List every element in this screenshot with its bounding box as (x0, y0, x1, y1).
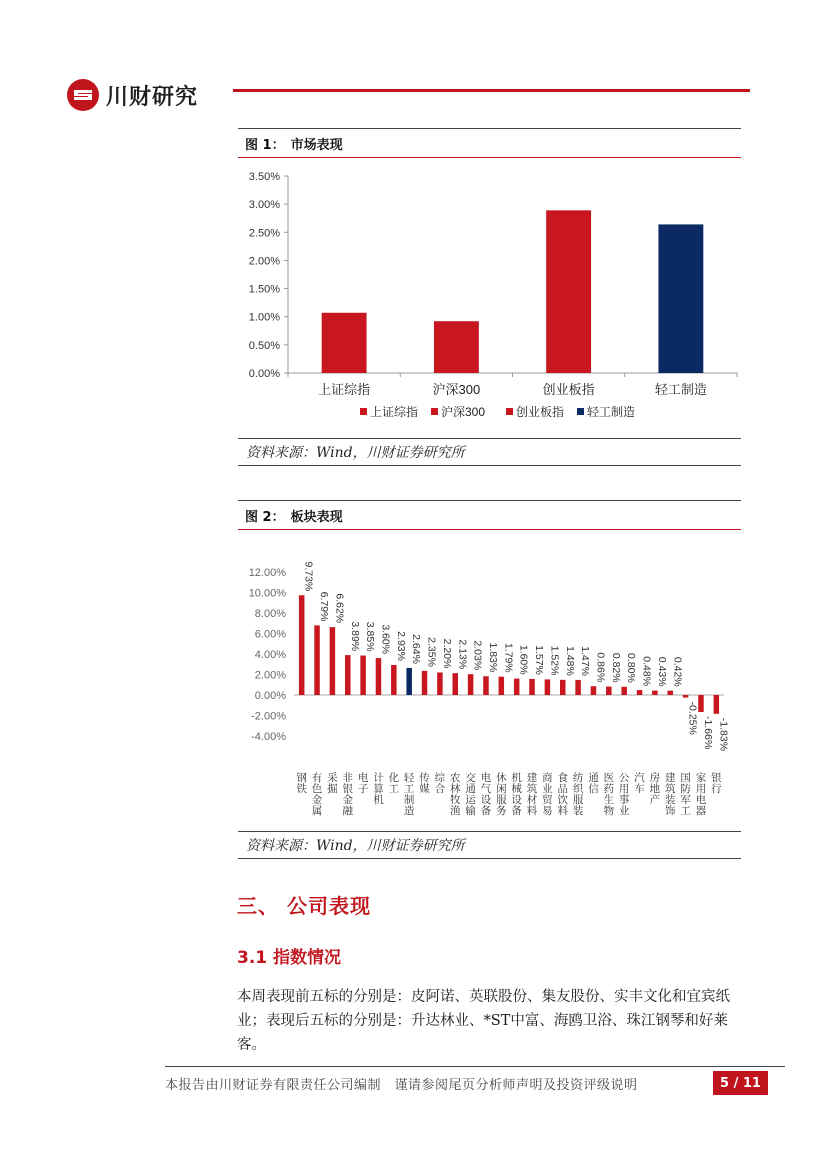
bar (406, 668, 412, 695)
x-tick-label: 医药生物 (603, 772, 615, 817)
legend-label: 沪深300 (441, 405, 486, 419)
bar (330, 627, 336, 695)
chuancai-logo-icon (66, 78, 100, 112)
data-label: 2.03% (471, 640, 484, 671)
bar (683, 695, 689, 698)
bar (658, 224, 703, 373)
bar (575, 680, 581, 695)
y-tick-label: 6.00% (254, 628, 286, 641)
x-tick-label: 食品饮料 (557, 772, 568, 817)
data-label: -0.25% (686, 701, 699, 735)
x-tick-label: 计算机 (373, 772, 384, 806)
x-tick-label: 机械设备 (511, 772, 522, 817)
y-tick-label: 3.00% (248, 199, 280, 212)
figure1-number: 图 1： (245, 137, 285, 153)
subsection-heading: 3.1 指数情况 (237, 948, 342, 968)
data-label: 0.43% (655, 656, 668, 687)
bar (360, 656, 366, 695)
data-label: 6.79% (318, 591, 331, 622)
x-tick-label: 家用电器 (695, 772, 707, 817)
x-tick-label: 交通运输 (465, 772, 476, 817)
data-label: 2.20% (440, 638, 453, 669)
bar (345, 655, 351, 695)
bar (422, 671, 428, 695)
x-tick-label: 建筑材料 (526, 772, 538, 817)
x-tick-label: 轻工制造 (654, 382, 707, 397)
bar (621, 687, 627, 695)
footer-divider (165, 1066, 785, 1067)
legend-swatch (360, 408, 367, 415)
bar (483, 676, 489, 695)
brand-name: 川财研究 (106, 84, 199, 110)
x-tick-label: 电子 (357, 772, 369, 795)
data-label: 1.79% (502, 642, 515, 673)
y-tick-label: 10.00% (248, 587, 286, 600)
y-tick-label: 0.00% (248, 368, 280, 380)
bar (546, 210, 591, 373)
x-tick-label: 商业贸易 (542, 772, 553, 817)
x-tick-label: 休闲服务 (496, 772, 507, 817)
bar (437, 672, 443, 695)
x-tick-label: 通信 (588, 772, 599, 795)
x-tick-label: 轻工制造 (403, 772, 415, 817)
y-tick-label: 12.00% (248, 567, 286, 579)
y-tick-label: 2.00% (254, 669, 286, 682)
data-label: 3.85% (364, 621, 377, 652)
bar (668, 691, 674, 695)
figure1-source: 资料来源：Wind，川财证券研究所 (238, 438, 741, 466)
bar (453, 673, 459, 695)
x-tick-label: 房地产 (649, 772, 661, 806)
body-paragraph: 本周表现前五标的分别是：皮阿诺、英联股份、集友股份、实丰文化和宜宾纸业；表现后五标的分别是：升达林业、*ST中富、海鸥卫浴、珠江钢琴和好莱客。 (237, 989, 730, 1053)
data-label: 0.82% (609, 652, 622, 683)
y-tick-label: 8.00% (254, 608, 286, 620)
data-label: 1.60% (517, 644, 530, 675)
bar (637, 690, 643, 695)
x-tick-label: 钢铁 (296, 772, 307, 795)
page-number-badge: 5 / 11 (713, 1071, 768, 1095)
x-tick-label: 电气设备 (480, 772, 492, 817)
x-tick-label: 沪深300 (432, 382, 481, 397)
figure2-title-bar (238, 500, 741, 530)
x-tick-label: 综合 (434, 772, 446, 795)
data-label: 9.73% (302, 561, 315, 592)
bar (606, 687, 612, 695)
legend-label: 创业板指 (516, 405, 565, 419)
data-label: 2.35% (425, 637, 438, 667)
bar (391, 665, 397, 695)
market-performance-chart (238, 160, 741, 436)
figure1-title-bar (238, 128, 741, 158)
y-tick-label: 4.00% (254, 649, 286, 661)
data-label: 0.42% (671, 656, 684, 687)
y-tick-label: -2.00% (251, 710, 286, 723)
y-tick-label: 0.50% (248, 339, 280, 352)
figure2-title: 板块表现 (290, 509, 343, 525)
bar (468, 674, 474, 695)
bar (529, 679, 535, 695)
header-divider (233, 89, 750, 92)
legend-swatch (431, 408, 438, 415)
bar (714, 695, 720, 714)
x-tick-label: 农林牧渔 (450, 772, 461, 817)
data-label: 0.80% (625, 653, 638, 683)
y-tick-label: 1.50% (248, 283, 280, 296)
section-heading: 三、 公司表现 (237, 894, 371, 918)
x-tick-label: 公用事业 (618, 772, 630, 817)
data-label: 0.86% (594, 652, 607, 683)
data-label: 2.93% (394, 631, 407, 661)
y-tick-label: 2.00% (248, 255, 280, 268)
bar (698, 695, 704, 712)
legend-swatch (506, 408, 513, 415)
bar (376, 658, 382, 695)
data-label: -1.66% (701, 716, 714, 750)
data-label: 1.83% (486, 642, 499, 673)
figure2-source: 资料来源：Wind，川财证券研究所 (238, 831, 741, 859)
bar (514, 679, 520, 695)
data-label: 3.60% (379, 624, 392, 655)
x-tick-label: 上证综指 (318, 382, 371, 397)
bar (314, 625, 320, 695)
x-tick-label: 汽车 (634, 772, 645, 795)
x-tick-label: 创业板指 (542, 382, 595, 397)
y-tick-label: 1.00% (248, 311, 280, 324)
x-tick-label: 采掘 (327, 772, 338, 795)
bar (434, 321, 479, 373)
y-tick-label: 0.00% (254, 690, 286, 702)
data-label: -1.83% (717, 717, 730, 752)
legend-label: 上证综指 (370, 405, 419, 419)
data-label: 1.57% (533, 645, 546, 675)
data-label: 1.48% (563, 646, 576, 676)
footer-disclaimer: 本报告由川财证券有限责任公司编制 谨请参阅尾页分析师声明及投资评级说明 (165, 1078, 638, 1093)
data-label: 3.89% (348, 621, 361, 652)
bar (652, 691, 658, 695)
legend-swatch (577, 408, 584, 415)
x-tick-label: 纺织服装 (572, 772, 584, 817)
legend-label: 轻工制造 (587, 405, 636, 419)
x-tick-label: 非银金融 (342, 772, 353, 817)
bar (560, 680, 566, 695)
y-tick-label: -4.00% (251, 731, 286, 743)
y-tick-label: 2.50% (248, 227, 280, 240)
figure2-number: 图 2： (245, 509, 285, 525)
bar (591, 686, 597, 695)
x-tick-label: 国防军工 (680, 772, 691, 817)
data-label: 2.64% (410, 634, 423, 664)
data-label: 0.48% (640, 656, 653, 687)
x-tick-label: 化工 (388, 772, 400, 795)
sector-performance-chart (238, 530, 741, 830)
x-tick-label: 有色金属 (311, 772, 323, 817)
figure1-title: 市场表现 (290, 137, 343, 153)
x-tick-label: 传媒 (419, 772, 430, 795)
bar (322, 313, 367, 373)
bar (299, 595, 305, 695)
x-tick-label: 建筑装饰 (665, 772, 676, 817)
y-tick-label: 3.50% (248, 171, 280, 183)
bar (499, 677, 505, 695)
data-label: 2.13% (456, 639, 469, 670)
x-tick-label: 银行 (711, 772, 722, 795)
brand-logo (66, 78, 198, 112)
data-label: 6.62% (333, 593, 346, 624)
bar (545, 679, 551, 695)
data-label: 1.47% (579, 646, 592, 676)
data-label: 1.52% (548, 645, 561, 676)
